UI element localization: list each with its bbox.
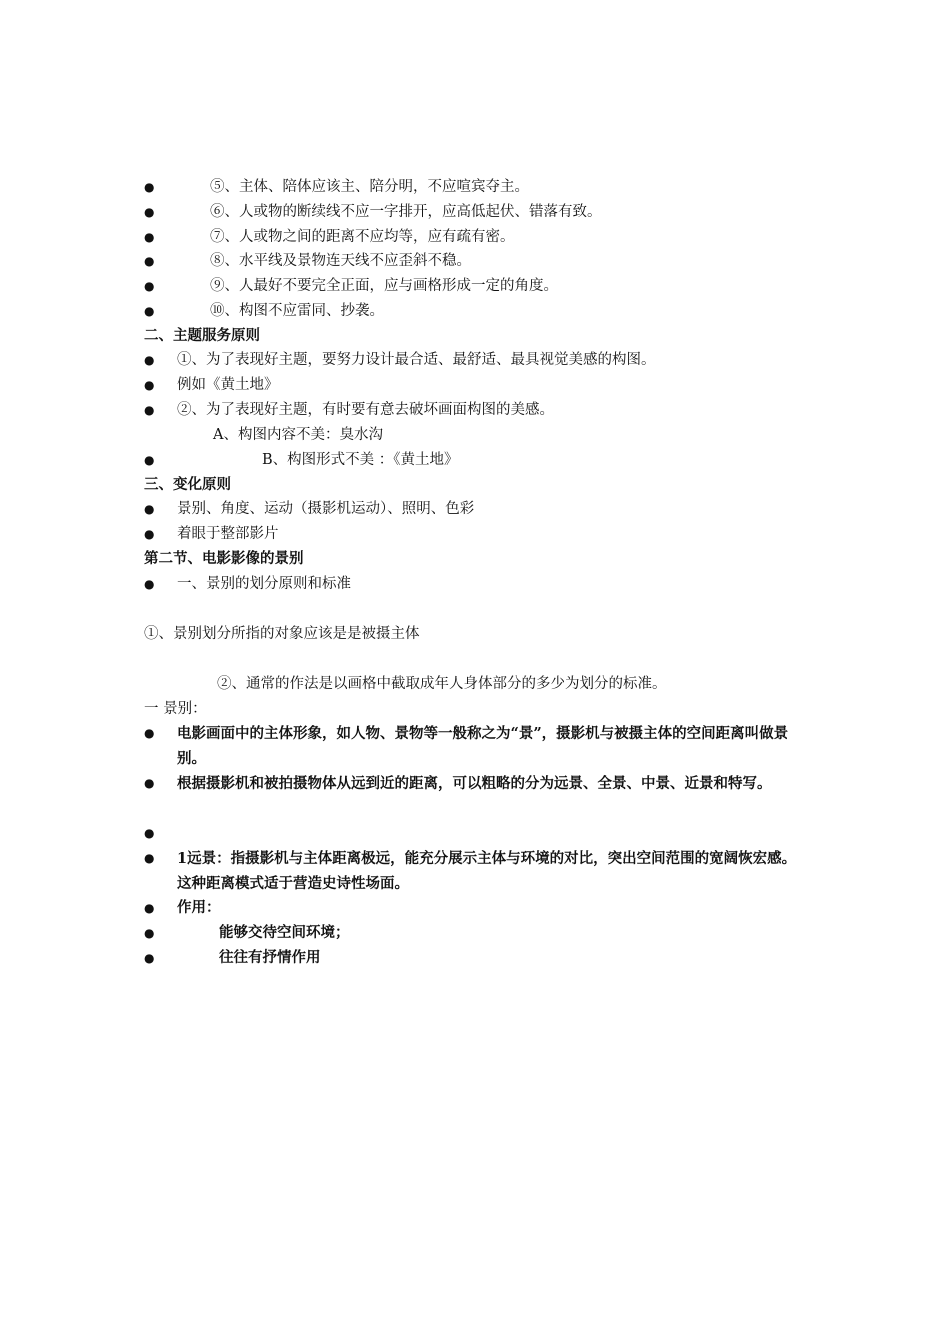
rule-item: ⑩、构图不应雷同、抄袭。 xyxy=(210,303,384,319)
bullet-icon: ● xyxy=(144,901,155,915)
sub-item: A、构图内容不美：臭水沟 xyxy=(213,427,383,443)
bullet-icon: ● xyxy=(144,951,155,965)
function-item: 往往有抒情作用 xyxy=(219,949,321,966)
bullet-icon: ● xyxy=(144,304,155,318)
bullet-icon: ● xyxy=(144,527,155,541)
section-heading: 三、变化原则 xyxy=(144,476,231,493)
rule-item: ⑧、水平线及景物连天线不应歪斜不稳。 xyxy=(210,253,471,269)
bold-item: 根据摄影机和被拍摄物体从远到近的距离，可以粗略的分为远景、全景、中景、近景和特写。 xyxy=(177,775,772,792)
bullet-icon: ● xyxy=(144,403,155,417)
sub-item: B、构图形式不美 ：《黄土地》 xyxy=(262,452,459,468)
bullet-icon: ● xyxy=(144,279,155,293)
function-item: 能够交待空间环境； xyxy=(219,924,350,941)
standard-line: ②、通常的作法是以画格中截取成年人身体部分的多少为划分的标准。 xyxy=(217,676,667,692)
bullet-icon: ● xyxy=(144,826,155,840)
bold-item: 1远景：指摄影机与主体距离极远，能充分展示主体与环境的对比，突出空间范围的宽阔恢宏感。这种距离模式适于营造史诗性场面。 xyxy=(177,850,797,892)
rule-item: ⑤、主体、陪体应该主、陪分明，不应喧宾夺主。 xyxy=(210,179,529,195)
list-item: 景别、角度、运动（摄影机运动）、照明、色彩 xyxy=(177,501,475,517)
rule-item: ⑦、人或物之间的距离不应均等，应有疏有密。 xyxy=(210,229,515,245)
bold-item: 电影画面中的主体形象，如人物、景物等一般称之为“景”，摄影机与被摄主体的空间距离叫做景别。 xyxy=(177,725,789,767)
standard-line: ①、景别划分所指的对象应该是是被摄主体 xyxy=(144,626,420,642)
bullet-icon: ● xyxy=(144,577,155,591)
chapter-heading: 第二节、电影影像的景别 xyxy=(144,550,304,567)
list-item: 例如《黄土地》 xyxy=(177,377,279,393)
bullet-icon: ● xyxy=(144,180,155,194)
bullet-icon: ● xyxy=(144,353,155,367)
subsection-heading: 一 景别： xyxy=(144,701,207,717)
bullet-icon: ● xyxy=(144,230,155,244)
bold-item: 作用： xyxy=(177,899,221,916)
bullet-icon: ● xyxy=(144,776,155,790)
bullet-icon: ● xyxy=(144,851,155,865)
bullet-icon: ● xyxy=(144,378,155,392)
list-item: 着眼于整部影片 xyxy=(177,526,279,542)
rule-item: ⑥、人或物的断续线不应一字排开，应高低起伏、错落有致。 xyxy=(210,204,602,220)
list-item: 一、景别的划分原则和标准 xyxy=(177,576,351,592)
bullet-icon: ● xyxy=(144,254,155,268)
bullet-icon: ● xyxy=(144,502,155,516)
bullet-icon: ● xyxy=(144,926,155,940)
rule-item: ⑨、人最好不要完全正面，应与画格形成一定的角度。 xyxy=(210,278,558,294)
section-heading: 二、主题服务原则 xyxy=(144,327,260,344)
bullet-icon: ● xyxy=(144,726,155,740)
list-item: ①、为了表现好主题，要努力设计最合适、最舒适、最具视觉美感的构图。 xyxy=(177,352,656,368)
list-item: ②、为了表现好主题，有时要有意去破坏画面构图的美感。 xyxy=(177,402,554,418)
bullet-icon: ● xyxy=(144,205,155,219)
bullet-icon: ● xyxy=(144,453,155,467)
